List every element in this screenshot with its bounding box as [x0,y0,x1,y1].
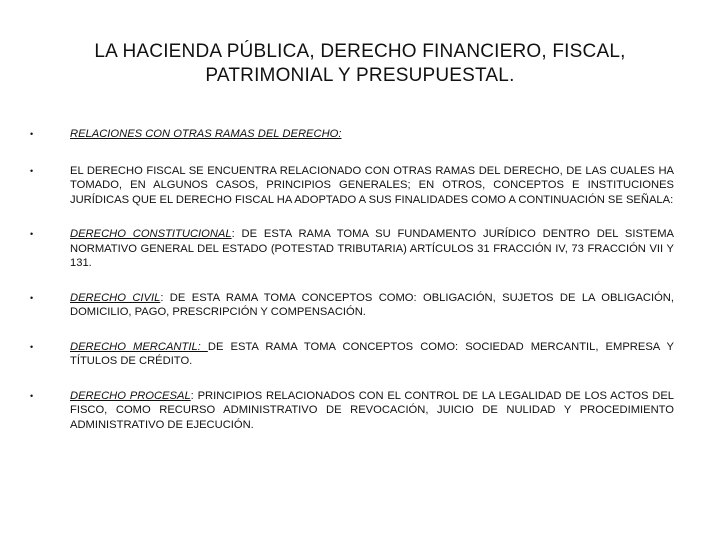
title-line-2: PATRIMONIAL Y PRESUPUESTAL. [205,65,515,86]
list-item [30,127,674,142]
item-heading: RELACIONES CON OTRAS RAMAS DEL DERECHO: [70,128,342,140]
bullet-icon: • [30,390,34,401]
bullet-icon: • [30,292,34,303]
title-line-1: LA HACIENDA PÚBLICA, DERECHO FINANCIERO, FISCAL, [94,41,626,62]
list-item [30,164,674,208]
list-item [30,389,674,433]
item-text: : DE ESTA RAMA TOMA SU FUNDAMENTO JURÍDICO DENTRO DEL SISTEMA NORMATIVO GENERAL DEL ESTADO (POTESTAD TRIBUTARIA) ARTÍCULOS 31 FRACCIÓN IV, 73 FRACCIÓN VII Y 131. [70,228,674,269]
bullet-icon: • [30,341,34,352]
slide-title [40,40,680,88]
bullet-list [30,127,674,432]
item-heading: DERECHO CIVIL [70,291,161,304]
list-item [30,227,674,271]
item-text: DE ESTA RAMA TOMA CONCEPTOS COMO: SOCIEDAD MERCANTIL, EMPRESA Y TÍTULOS DE CRÉDITO. [70,340,674,367]
item-text: EL DERECHO FISCAL SE ENCUENTRA RELACIONADO CON OTRAS RAMAS DEL DERECHO, DE LAS CUALES HA TOMADO, EN ALGUNOS CASOS, PRINCIPIOS GENERALES; EN OTROS, CONCEPTOS E INSTITUCIONES JURÍDICAS QUE EL DERECHO FISCAL HA ADOPTADO A SUS FINALIDADES COMO A CONTINUACIÓN SE SEÑALA: [70,164,674,206]
bullet-icon: • [30,229,34,239]
bullet-icon: • [30,129,34,139]
bullet-icon: • [30,165,34,176]
item-text: : DE ESTA RAMA TOMA CONCEPTOS COMO: OBLIGACIÓN, SUJETOS DE LA OBLIGACIÓN, DOMICILIO, PAGO, PRESCRIPCIÓN Y COMPENSACIÓN. [70,291,674,318]
item-heading: DERECHO PROCESAL [70,389,191,402]
list-item [30,291,674,320]
item-text: : PRINCIPIOS RELACIONADOS CON EL CONTROL DE LA LEGALIDAD DE LOS ACTOS DEL FISCO, COMO RECURSO ADMINISTRATIVO DE REVOCACIÓN, JUICIO DE NULIDAD Y PROCEDIMIENTO ADMINISTRATIVO DE EJECUCIÓN. [70,389,675,431]
item-heading: DERECHO MERCANTIL: [70,340,208,353]
item-heading: DERECHO CONSTITUCIONAL [70,228,232,240]
list-item [30,340,674,369]
